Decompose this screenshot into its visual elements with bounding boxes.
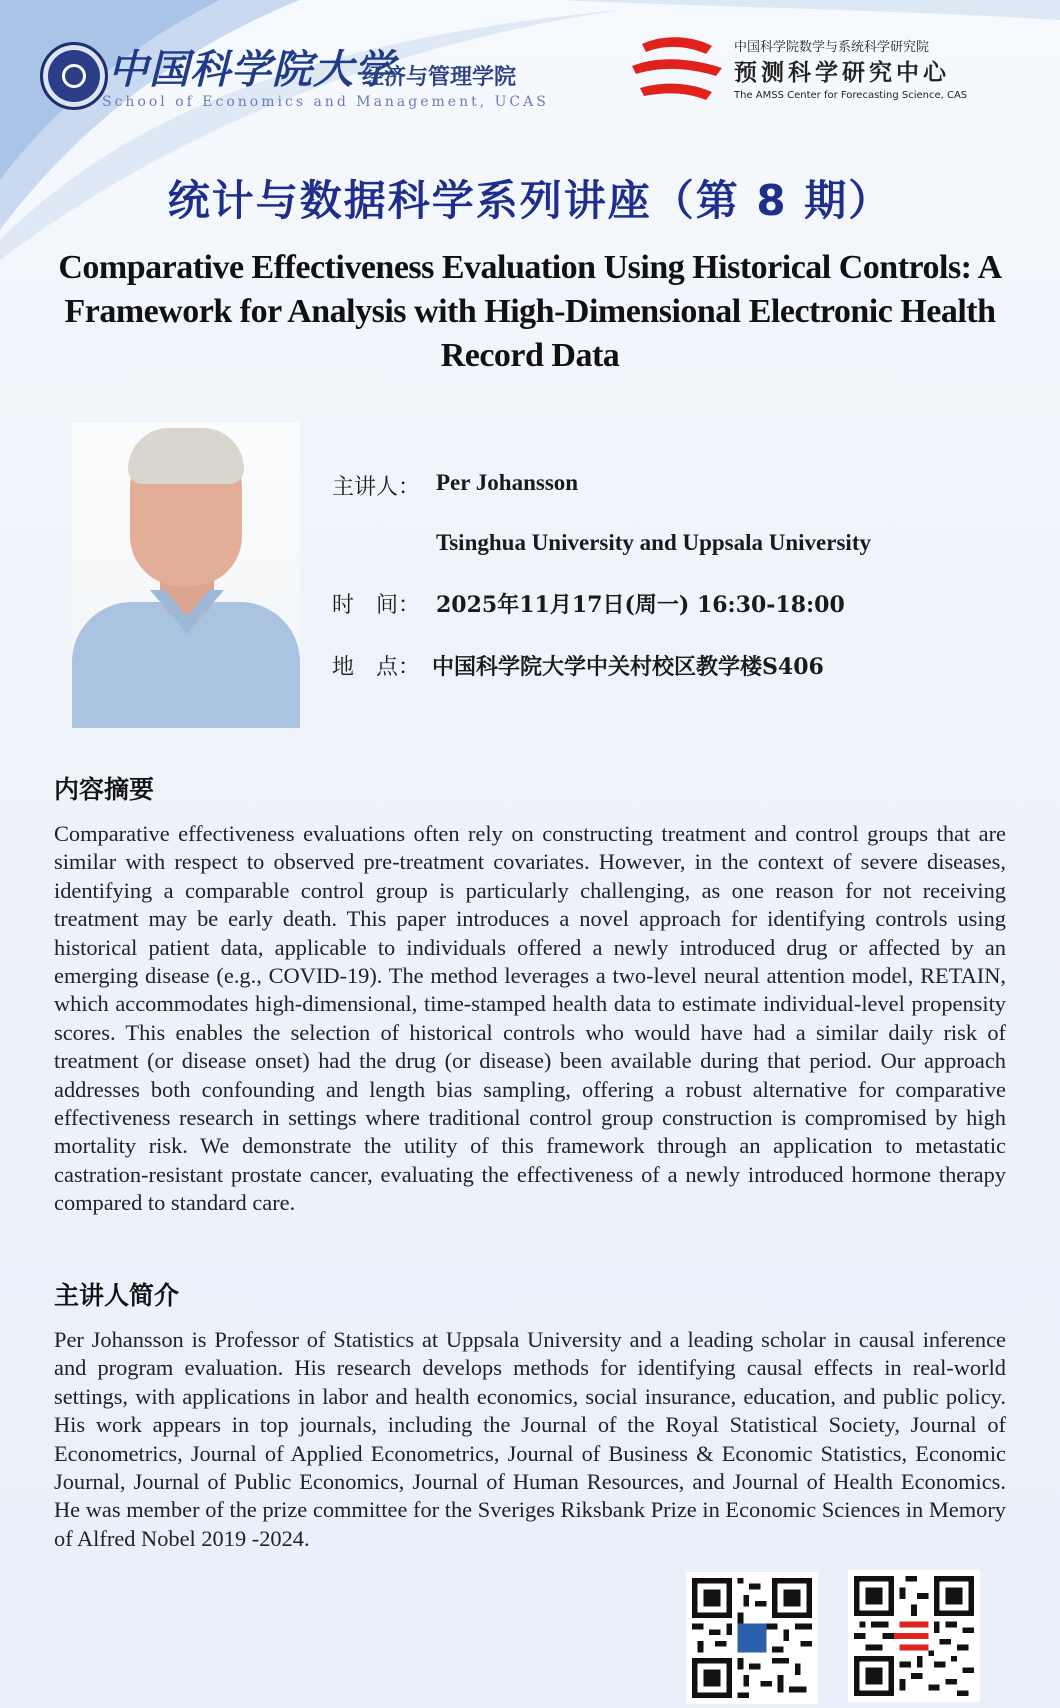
bio-heading: 主讲人简介 bbox=[54, 1281, 180, 1310]
amss-center-name: 预测科学研究中心 bbox=[734, 59, 950, 86]
ucas-seal-icon bbox=[40, 42, 108, 110]
school-name-cn: 经济与管理学院 bbox=[362, 65, 517, 90]
speaker-photo bbox=[72, 422, 300, 728]
ucas-name: 中国科学院大学 bbox=[108, 46, 395, 93]
amss-forecasting-logo bbox=[628, 34, 1048, 114]
abstract-heading: 内容摘要 bbox=[54, 775, 155, 804]
amss-institute-name: 中国科学院数学与系统科学研究院 bbox=[734, 40, 930, 55]
amss-center-name-en: The AMSS Center for Forecasting Science, CAS bbox=[734, 90, 968, 101]
talk-title: Comparative Effectiveness Evaluation Using Historical Controls: A Framework for Analysis with High-Dimensional Electronic Health Record Data bbox=[58, 249, 1002, 374]
venue-label: 地 点： bbox=[332, 655, 421, 680]
qr-code-icon bbox=[692, 1578, 812, 1698]
amss-logo-icon bbox=[628, 34, 724, 108]
bio-text: Per Johansson is Professor of Statistics at Uppsala University and a leading scholar in causal inference and program evaluation. His research develops methods for identifying causal effects in real-world settings, with applications in labor and health economics, social insurance, education, and public policy. His work appears in top journals, including the Journal of the Royal Statistical Society, Journal of Econometrics, Journal of Applied Econometrics, Journal of Business & Economic Statistics, Economic Journal, Journal of Public Economics, Journal of Human Resources, and Journal of Health Economics. He was member of the prize committee for the Sveriges Riksbank Prize in Economic Sciences in Memory of Alfred Nobel 2019 -2024. bbox=[54, 1327, 1006, 1551]
qr-code-right[interactable] bbox=[848, 1570, 980, 1702]
venue-value: 中国科学院大学中关村校区教学楼S406 bbox=[432, 654, 824, 680]
qr-code-left[interactable] bbox=[686, 1572, 818, 1704]
time-value: 2025年11月17日(周一) 16:30-18:00 bbox=[436, 592, 845, 618]
series-title: 统计与数据科学系列讲座（第 8 期） bbox=[167, 176, 893, 225]
speaker-label: 主讲人： bbox=[332, 475, 421, 500]
ucas-sem-logo bbox=[36, 36, 556, 126]
school-name-en: School of Economics and Management, UCAS bbox=[102, 94, 549, 110]
speaker-name: Per Johansson bbox=[436, 470, 579, 495]
speaker-affiliation: Tsinghua University and Uppsala University bbox=[436, 530, 871, 555]
qr-code-icon bbox=[854, 1576, 974, 1696]
abstract-text: Comparative effectiveness evaluations often rely on constructing treatment and control groups that are similar with respect to observed pre-treatment covariates. However, in the context of severe diseases, identifying a comparable control group is particularly challenging, as one reason for not receiving treatment may be early death. This paper introduces a novel approach for identifying controls using historical patient data, applicable to individuals offered a newly introduced drug or affected by an emerging disease (e.g., COVID-19). The method leverages a two-level neural attention model, RETAIN, which accommodates high-dimensional, time-stamped health data to estimate individual-level propensity scores. This enables the selection of historical controls who would have had a similar daily risk of treatment (or disease onset) had the drug (or disease) been available during that period. Our approach addresses both confounding and length bias sampling, offering a robust alternative for comparative effectiveness research in settings where traditional control group construction is compromised by high mortality risk. We demonstrate the utility of this framework through an application to metastatic castration-resistant prostate cancer, evaluating the effectiveness of a newly introduced hormone therapy compared to standard care. bbox=[54, 821, 1006, 1216]
time-label: 时 间： bbox=[332, 593, 421, 618]
